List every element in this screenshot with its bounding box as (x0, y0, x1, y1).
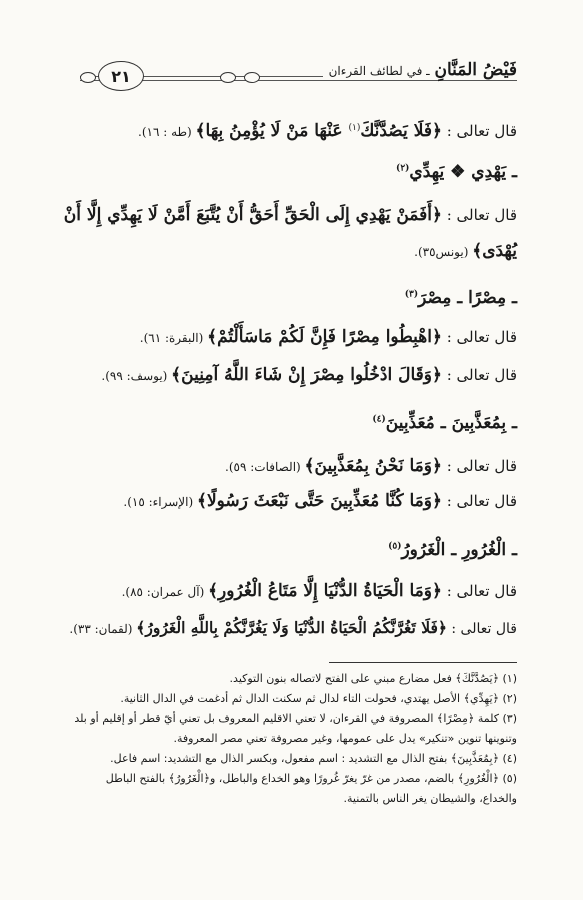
verse-line (101, 364, 517, 385)
verse-intro: قال تعالى : (446, 621, 517, 637)
verse-line (64, 204, 517, 225)
verse-text: ﴿وَمَا كُنَّا مُعَذِّبِينَ حَتَّى نَبْعَثَ رَسُولًا﴾ (196, 491, 442, 511)
footnote: (١) ﴿يَصُدَّنَّكَ﴾ فعل مضارع مبني على الفتح لاتصاله بنون التوكيد. (229, 672, 517, 685)
verse-intro: قال تعالى : (441, 328, 517, 346)
verse-reference: (آل عمران: ٨٥). (121, 585, 209, 599)
verse-text: يُهْدَى﴾ (472, 241, 517, 261)
book-subtitle: ـ في لطائف القرءان (328, 64, 430, 78)
verse-line (414, 240, 517, 261)
footnote-marker: (٤) (372, 414, 386, 425)
heading-text: ـ بِمُعَذَّبِينَ ـ مُعَذِّبِينَ (385, 413, 517, 433)
oval-ornament-icon (220, 72, 236, 83)
verse-line (122, 580, 517, 601)
verse-line (138, 120, 517, 141)
verse-reference: (يونس٣٥). (414, 245, 473, 259)
verse-intro: قال تعالى : (441, 366, 517, 384)
verse-text: ﴿اهْبِطُوا مِصْرًا فَإِنَّ لَكُمْ مَاسَأَلْتُمْ﴾ (207, 327, 442, 347)
footnote-marker: (٢) (396, 163, 410, 174)
section-heading (388, 540, 517, 560)
footnote: (٣) كلمة ﴿مِصْرًا﴾ المصروفة في القرءان، لا تعني الاقليم المعروف بل تعني أيّ قطر أو إقليم أو بلد (74, 712, 517, 725)
heading-text: ـ الْغُرُورِ ـ الْغَرُورُ (401, 540, 517, 560)
verse-line (225, 455, 517, 476)
verse-intro: قال تعالى : (441, 122, 517, 140)
oval-ornament-icon (80, 72, 96, 83)
section-heading (396, 162, 517, 182)
footnote: والخداع، والشيطان يغر الناس بالتمنية. (343, 792, 517, 805)
verse-reference: (يوسف: ٩٩). (101, 369, 172, 383)
verse-reference: (لقمان: ٣٣). (69, 622, 137, 636)
verse-text: ﴿وَقَالَ ادْخُلُوا مِصْرَ إِنْ شَاءَ اللَّهُ آمِنِينَ﴾ (171, 365, 442, 385)
running-title (323, 60, 517, 80)
verse-text: ﴿وَمَا الْحَيَاةُ الدُّنْيَا إِلَّا مَتَاعُ الْغُرُورِ﴾ (208, 581, 442, 601)
footnote: (٥) ﴿الْغُرُورِ﴾ بالضم، مصدر من غرّ يغرّ غُرورًا وهو الخداع والباطل، و﴿الْغَرُورُ﴾ بالفتح الباطل (105, 772, 517, 785)
footnote: (٢) ﴿يَهِدِّي﴾ الأصل يهتدي، فحولت التاء لدال ثم سكنت الدال ثم أدغمت في الدال الثانية. (120, 692, 517, 705)
oval-ornament-icon (244, 72, 260, 83)
verse-text: ﴿وَمَا نَحْنُ بِمُعَذَّبِينَ﴾ (304, 456, 442, 476)
footnote-separator (329, 662, 517, 663)
footnote: (٤) ﴿بِمُعَذَّبِينَ﴾ بفتح الذال مع التشديد : اسم مفعول، وبكسر الذال مع التشديد: اسم فاعل. (110, 752, 517, 765)
verse-reference: (البقرة: ٦١). (139, 331, 208, 345)
running-header (80, 58, 517, 94)
verse-text: ﴿أَفَمَنْ يَهْدِي إِلَى الْحَقِّ أَحَقُّ أَنْ يُتَّبَعَ أَمَّنْ لَا يَهِدِّي إِلَّا أَنْ (63, 205, 442, 225)
verse-intro: قال تعالى : (441, 582, 517, 600)
verse-reference: (الإسراء: ١٥). (123, 495, 197, 509)
verse-text: ﴿فَلَا يَصُدَّنَّكَ (360, 121, 442, 141)
book-title: فَيْضُ المَنَّانِ (434, 60, 517, 80)
verse-intro: قال تعالى : (441, 492, 517, 510)
heading-text: ـ مِصْرًا ـ مِصْرَ (418, 288, 517, 308)
verse-line (140, 326, 517, 347)
footnote: وتنوينها تنوين «تنكير» يدل على عمومها، وغير مصروفة تعني مصر المعروفة. (173, 732, 517, 745)
verse-text: ﴿فَلَا تَغُرَّنَّكُمُ الْحَيَاةُ الدُّنْيَا وَلَا يَغُرَّنَّكُمْ بِاللَّهِ الْغَرُورُ﴾ (136, 618, 447, 637)
footnote-marker: (٣) (404, 289, 419, 300)
verse-intro: قال تعالى : (441, 206, 517, 224)
verse-line (69, 618, 517, 637)
verse-text: عَنْهَا مَنْ لَا يُؤْمِنُ بِهَا﴾ (195, 121, 349, 141)
header-rule (80, 80, 517, 81)
section-heading (405, 288, 517, 308)
section-heading (372, 413, 517, 433)
verse-intro: قال تعالى : (441, 457, 517, 475)
heading-text: ـ يَهْدِي ❖ يَهِدِّي (409, 162, 517, 182)
page-number: ٢١ (98, 61, 144, 91)
verse-line (123, 490, 517, 511)
footnote-marker: (٥) (388, 541, 402, 552)
verse-reference: (الصافات: ٥٩). (225, 460, 305, 474)
verse-reference: (طه : ١٦). (138, 125, 196, 139)
footnote-marker: (١) (348, 123, 361, 133)
